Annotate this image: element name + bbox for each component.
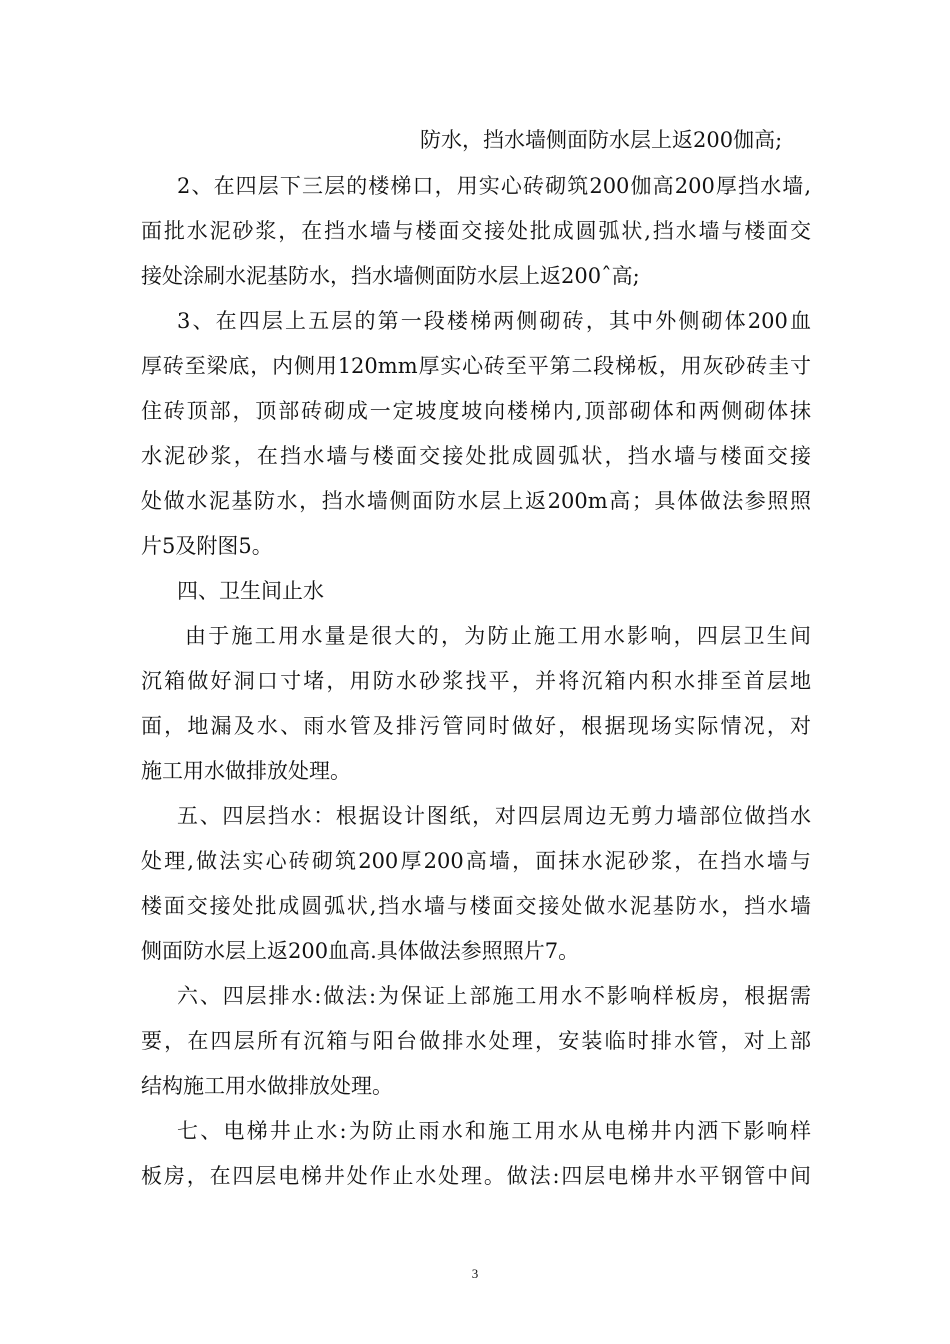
- text-line: 面，地漏及水、雨水管及排污管同时做好，根据现场实际情况，对: [141, 714, 811, 738]
- text-line: 结构施工用水做排放处理。: [141, 1074, 393, 1098]
- text-line: 七、电梯井止水:为防止雨水和施工用水从电梯井内洒下影响样: [177, 1119, 811, 1143]
- text-line: 六、四层排水:做法:为保证上部施工用水不影响样板房，根据需: [177, 984, 811, 1008]
- text-line: 水泥砂浆，在挡水墙与楼面交接处批成圆弧状，挡水墙与楼面交接: [141, 444, 811, 468]
- text-line: 防水，挡水墙侧面防水层上返200伽高;: [420, 128, 783, 152]
- text-line: 住砖顶部，顶部砖砌成一定坡度坡向楼梯内,顶部砌体和两侧砌体抹: [141, 399, 811, 423]
- text-line: 接处涂刷水泥基防水，挡水墙侧面防水层上返200ˆ高;: [141, 264, 640, 288]
- text-line: 要，在四层所有沉箱与阳台做排水处理，安装临时排水管，对上部: [141, 1029, 811, 1053]
- text-line: 五、四层挡水：根据设计图纸，对四层周边无剪力墙部位做挡水: [177, 804, 811, 828]
- text-line: 侧面防水层上返200血高.具体做法参照照片7。: [141, 939, 580, 963]
- section-heading: 四、卫生间止水: [177, 579, 324, 603]
- text-line: 片5及附图5。: [141, 534, 273, 558]
- text-line: 板房，在四层电梯井处作止水处理。做法:四层电梯井水平钢管中间: [141, 1164, 811, 1188]
- text-line: 处做水泥基防水，挡水墙侧面防水层上返200m高；具体做法参照照: [141, 489, 811, 513]
- text-line: 3、在四层上五层的第一段楼梯两侧砌砖，其中外侧砌体200血: [177, 309, 811, 333]
- text-line: 楼面交接处批成圆弧状,挡水墙与楼面交接处做水泥基防水，挡水墙: [141, 894, 811, 918]
- text-line: 沉箱做好洞口寸堵，用防水砂浆找平，并将沉箱内积水排至首层地: [141, 669, 811, 693]
- page-number: 3: [471, 1266, 479, 1281]
- text-line: 处理,做法实心砖砌筑200厚200高墙，面抹水泥砂浆，在挡水墙与: [141, 849, 811, 873]
- text-line: 面批水泥砂浆，在挡水墙与楼面交接处批成圆弧状,挡水墙与楼面交: [141, 219, 811, 243]
- text-line: 由于施工用水量是很大的，为防止施工用水影响，四层卫生间: [185, 624, 811, 648]
- text-line: 2、在四层下三层的楼梯口，用实心砖砌筑200伽高200厚挡水墙,: [177, 174, 811, 198]
- text-line: 厚砖至梁底，内侧用120mm厚实心砖至平第二段梯板，用灰砂砖圭寸: [141, 354, 811, 378]
- text-line: 施工用水做排放处理。: [141, 759, 351, 783]
